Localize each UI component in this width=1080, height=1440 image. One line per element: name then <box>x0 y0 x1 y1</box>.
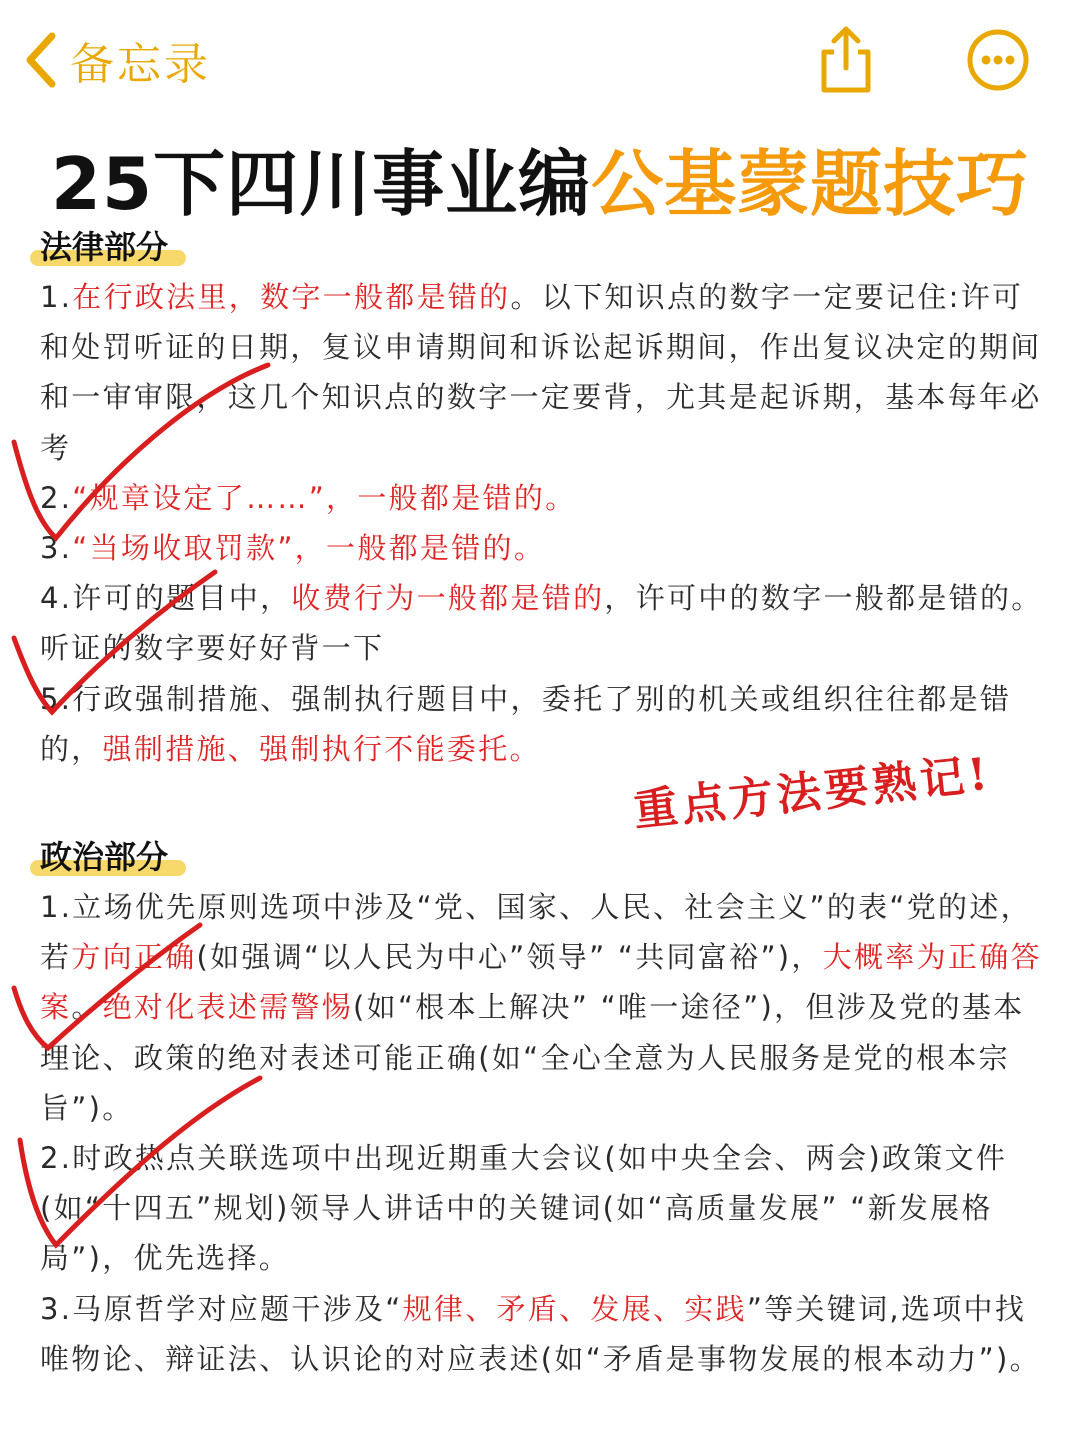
law-section-body <box>40 272 1050 774</box>
title-highlight: 公基蒙题技巧 <box>591 142 1030 226</box>
law-item-5: 5.行政强制措施、强制执行题目中，委托了别的机关或组织往往都是错的，强制措施、强制执行不能委托。 <box>40 681 1012 766</box>
law-item-3: 3.“当场收取罚款”，一般都是错的。 <box>40 531 546 566</box>
chevron-left-icon <box>22 30 62 90</box>
share-icon <box>816 24 876 94</box>
politics-section-body <box>40 882 1050 1384</box>
page-title <box>0 126 1080 230</box>
back-label: 备忘录 <box>70 39 211 90</box>
share-button[interactable] <box>816 24 876 94</box>
more-icon <box>966 28 1030 92</box>
title-main: 25下四川事业编 <box>50 142 592 226</box>
politics-section-heading: 政治部分 <box>30 832 178 878</box>
politics-item-3: 3.马原哲学对应题干涉及“规律、矛盾、发展、实践”等关键词,选项中找唯物论、辩证法、认识论的对应表述(如“矛盾是事物发展的根本动力”)。 <box>40 1291 1041 1376</box>
law-item-2: 2.“规章设定了……”，一般都是错的。 <box>40 480 577 515</box>
top-bar <box>0 0 1080 120</box>
politics-item-1: 1.立场优先原则选项中涉及“党、国家、人民、社会主义”的表“党的述，若方向正确(如强调“以人民为中心”领导” “共同富裕”)，大概率为正确答案。绝对化表述需警惕(如“根本上解决” “唯一途径”)，但涉及党的基本理论、政策的绝对表述可能正确(如“全心全意为人民服务是党的根本宗旨”)。 <box>40 890 1042 1125</box>
law-item-4: 4.许可的题目中，收费行为一般都是错的，许可中的数字一般都是错的。听证的数字要好好背一下 <box>40 581 1043 666</box>
law-item-1: 1.在行政法里，数字一般都是错的。以下知识点的数字一定要记住:许可和处罚听证的日期，复议申请期间和诉讼起诉期间，作出复议决定的期间和一审审限，这几个知识点的数字一定要背，尤其是起诉期，基本每年必考 <box>40 280 1042 465</box>
law-section-heading: 法律部分 <box>30 222 178 268</box>
politics-item-2: 2.时政热点关联选项中出现近期重大会议(如中央全会、两会)政策文件(如“十四五”规划)领导人讲话中的关键词(如“高质量发展” “新发展格局”)，优先选择。 <box>40 1141 1008 1276</box>
back-button[interactable] <box>22 28 211 92</box>
more-button[interactable] <box>966 28 1030 92</box>
handwritten-note: 重点方法要熟记! <box>631 748 994 837</box>
